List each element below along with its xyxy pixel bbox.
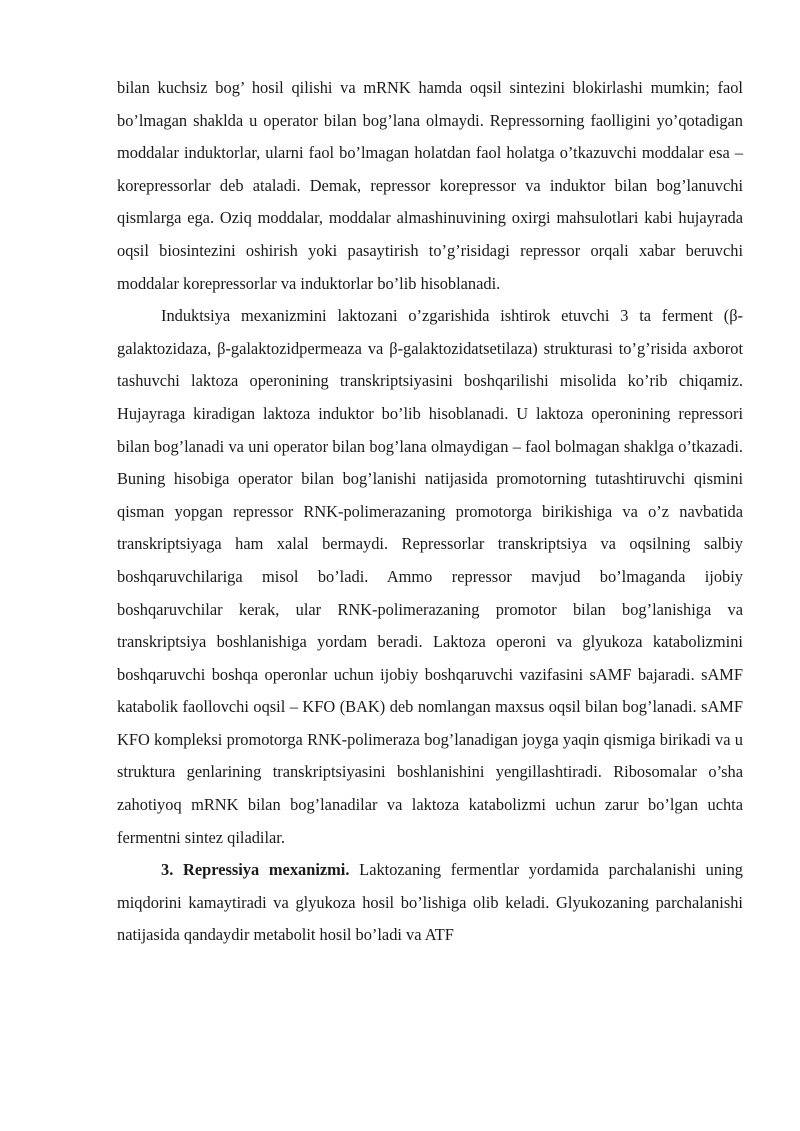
paragraph-3 <box>117 854 743 952</box>
paragraph-2 <box>117 300 743 854</box>
document-page <box>117 72 743 952</box>
paragraph-1 <box>117 72 743 300</box>
paragraph-2-text: Induktsiya mexanizmini laktozani o’zgarishida ishtirok etuvchi 3 ta ferment (β-galaktozidaza, β-galaktozidpermeaza va β-galaktozidatsetilaza) strukturasi to’g’risida axborot tashuvchi laktoza operonining transkriptsiyasini boshqarilishi misolida ko’rib chiqamiz. Hujayraga kiradigan laktoza induktor bo’lib hisoblanadi. U laktoza operonining repressori bilan bog’lanadi va uni operator bilan bog’lana olmaydigan – faol bolmagan shaklga o’tkazadi. Buning hisobiga operator bilan bog’lanishi natijasida promotorning tutashtiruvchi qismini qisman yopgan repressor RNK-polimerazaning promotorga birikishiga va o’z navbatida transkriptsiyaga ham xalal bermaydi. Repressorlar transkriptsiya va oqsilning salbiy boshqaruvchilariga misol bo’ladi. Ammo repressor mavjud bo’lmaganda ijobiy boshqaruvchilar kerak, ular RNK-polimerazaning promotor bilan bog’lanishiga va transkriptsiya boshlanishiga yordam beradi. Laktoza operoni va glyukoza katabolizmini boshqaruvchi boshqa operonlar uchun ijobiy boshqaruvchi vazifasini sAMF bajaradi. sAMF katabolik faollovchi oqsil – KFO (BAK) deb nomlangan maxsus oqsil bilan bog’lanadi. sAMF KFO kompleksi promotorga RNK-polimeraza bog’lanadigan joyga yaqin qismiga birikadi va u struktura genlarining transkriptsiyasini boshlanishini yengillashtiradi. Ribosomalar o’sha zahotiyoq mRNK bilan bog’lanadilar va laktoza katabolizmi uchun zarur bo’lgan uchta fermentni sintez qiladilar. <box>117 306 743 847</box>
paragraph-3-text: Laktozaning fermentlar yordamida parchalanishi uning miqdorini kamaytiradi va glyukoza hosil bo’lishiga olib keladi. Glyukozaning parchalanishi natijasida qandaydir metabolit hosil bo’ladi va ATF <box>117 860 743 945</box>
section-heading: 3. Repressiya mexanizmi. <box>161 860 350 880</box>
paragraph-1-text: bilan kuchsiz bog’ hosil qilishi va mRNK hamda oqsil sintezini blokirlashi mumkin; faol bo’lmagan shaklda u operator bilan bog’lana olmaydi. Repressorning faolligini yo’qotadigan moddalar induktorlar, ularni faol bo’lmagan holatdan faol holatga o’tkazuvchi moddalar esa – korepressorlar deb ataladi. Demak, repressor korepressor va induktor bilan bog’lanuvchi qismlarga ega. Oziq moddalar, moddalar almashinuvining oxirgi mahsulotlari kabi hujayrada oqsil biosintezini oshirish yoki pasaytirish to’g’risidagi repressor orqali xabar beruvchi moddalar korepressorlar va induktorlar bo’lib hisoblanadi. <box>117 78 743 293</box>
